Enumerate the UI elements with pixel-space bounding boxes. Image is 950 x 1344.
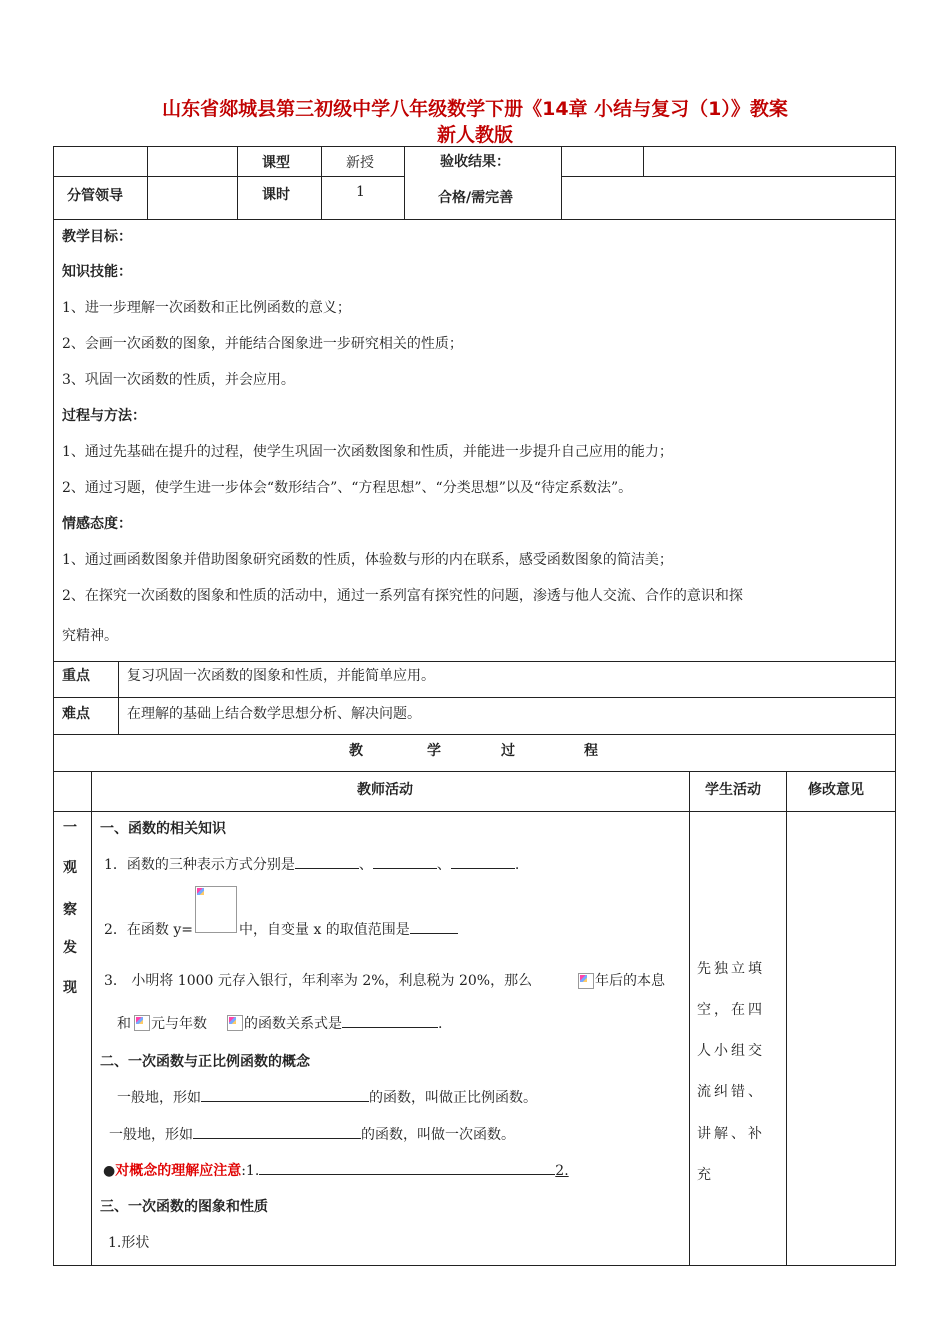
question-3-e: 的函数关系式是 . xyxy=(244,1013,442,1033)
formula-image xyxy=(195,886,237,933)
difficulty-text: 在理解的基础上结合数学思想分析、解决问题。 xyxy=(127,706,421,722)
variable-image xyxy=(578,973,594,989)
question-1: 1．函数的三种表示方式分别是 、 、 . xyxy=(104,854,519,874)
definition-proportional: 一般地，形如 的函数，叫做正比例函数。 xyxy=(117,1087,537,1107)
section3-heading: 三、一次函数的图象和性质 xyxy=(100,1199,268,1215)
process-title-char: 教 xyxy=(349,743,363,759)
question-3-b: 年后的本息 xyxy=(595,973,665,989)
emotion-item: 1、通过画函数图象并借助图象研究函数的性质，体验数与形的内在联系，感受函数图象的简洁美； xyxy=(62,552,673,568)
knowledge-item: 3、巩固一次函数的性质，并会应用。 xyxy=(62,372,295,388)
student-line: 人小组交 xyxy=(697,1043,765,1059)
question-3-c: 和 xyxy=(117,1016,131,1032)
knowledge-item: 1、进一步理解一次函数和正比例函数的意义； xyxy=(62,300,351,316)
stage-char: 发 xyxy=(63,940,77,956)
key-point-label: 重点 xyxy=(62,668,90,684)
process-title-char: 程 xyxy=(584,743,598,759)
question-2-a: 2．在函数 y= xyxy=(104,922,193,938)
stage-char: 察 xyxy=(63,902,77,918)
objectives-heading: 教学目标： xyxy=(62,229,132,245)
kexing-value: 新授 xyxy=(346,155,374,171)
column-teacher: 教师活动 xyxy=(357,782,413,798)
column-revise: 修改意见 xyxy=(808,782,864,798)
difficulty-label: 难点 xyxy=(62,706,90,722)
concept-note: ●对概念的理解应注意:1. 2. xyxy=(103,1160,569,1180)
key-point-text: 复习巩固一次函数的图象和性质，并能简单应用。 xyxy=(127,668,435,684)
question-3-d: 元与年数 xyxy=(151,1016,207,1032)
knowledge-heading: 知识技能： xyxy=(62,264,132,280)
process-title-char: 学 xyxy=(427,743,441,759)
section2-heading: 二、一次函数与正比例函数的概念 xyxy=(100,1054,310,1070)
column-student: 学生活动 xyxy=(705,782,761,798)
section1-heading: 一、函数的相关知识 xyxy=(100,821,226,837)
definition-linear: 一般地，形如 的函数，叫做一次函数。 xyxy=(109,1124,515,1144)
process-heading: 过程与方法： xyxy=(62,408,146,424)
kexing-label: 课型 xyxy=(262,155,290,171)
student-line: 空，在四 xyxy=(697,1002,765,1018)
emotion-item: 2、在探究一次函数的图象和性质的活动中，通过一系列富有探究性的问题，渗透与他人交流、合作的意识和探 xyxy=(62,588,743,604)
keshi-value: 1 xyxy=(356,184,365,200)
keshi-label: 课时 xyxy=(262,187,290,203)
process-item: 2、通过习题，使学生进一步体会“数形结合”、“方程思想”、“分类思想”以及“待定系数法”。 xyxy=(62,480,633,496)
bullet-icon: ● xyxy=(103,1163,116,1179)
emotion-item: 究精神。 xyxy=(62,628,118,644)
yanshou-label: 验收结果： xyxy=(440,154,510,170)
fenguan-label: 分管领导 xyxy=(67,188,123,204)
question-2-b: 中，自变量 x 的取值范围是 xyxy=(239,919,458,939)
student-line: 充 xyxy=(697,1167,714,1183)
document-title-line2: 新人教版 xyxy=(436,124,513,146)
emotion-heading: 情感态度： xyxy=(62,516,132,532)
variable-image xyxy=(134,1015,150,1031)
process-title-char: 过 xyxy=(501,743,515,759)
student-line: 先独立填 xyxy=(697,961,765,977)
hege-label: 合格/需完善 xyxy=(438,190,514,206)
document-title-line1: 山东省郯城县第三初级中学八年级数学下册《14章 小结与复习（1）》教案 xyxy=(162,98,788,120)
student-line: 讲解、补 xyxy=(697,1126,765,1142)
stage-char: 一 xyxy=(63,820,77,836)
process-item: 1、通过先基础在提升的过程，使学生巩固一次函数图象和性质，并能进一步提升自己应用的能力； xyxy=(62,444,673,460)
knowledge-item: 2、会画一次函数的图象，并能结合图象进一步研究相关的性质； xyxy=(62,336,463,352)
variable-image xyxy=(227,1015,243,1031)
shape-item: 1.形状 xyxy=(108,1235,150,1251)
stage-char: 现 xyxy=(63,980,77,996)
student-line: 流纠错、 xyxy=(697,1084,765,1100)
stage-char: 观 xyxy=(63,860,77,876)
question-3-a: 3． 小明将 1000 元存入银行，年利率为 2%，利息税为 20%，那么 xyxy=(104,973,533,989)
